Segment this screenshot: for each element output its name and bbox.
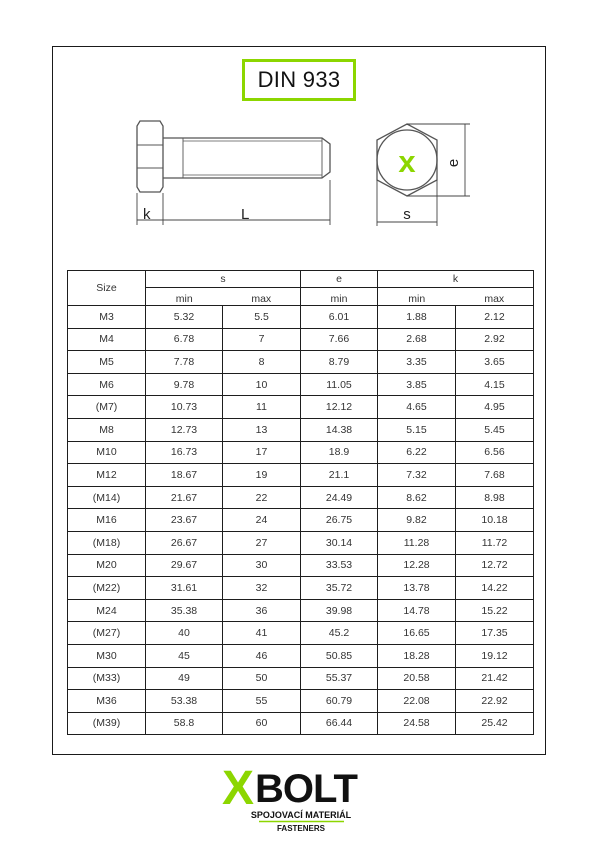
- logo-x-letter: X: [222, 764, 255, 815]
- table-body: [68, 306, 534, 735]
- cell-k-min: 14.78: [378, 599, 456, 622]
- cell-k-min: 13.78: [378, 577, 456, 600]
- cell-k-max: 21.42: [456, 667, 534, 690]
- cell-e-min: 35.72: [301, 577, 378, 600]
- cell-k-min: 3.85: [378, 373, 456, 396]
- cell-e-min: 21.1: [301, 464, 378, 487]
- cell-s-max: 55: [223, 690, 301, 713]
- header-e: e: [301, 271, 378, 288]
- cell-e-min: 26.75: [301, 509, 378, 532]
- cell-s-min: 12.73: [146, 418, 223, 441]
- dimension-table: [67, 270, 534, 735]
- cell-k-max: 14.22: [456, 577, 534, 600]
- cell-e-min: 6.01: [301, 306, 378, 329]
- cell-k-max: 4.95: [456, 396, 534, 419]
- cell-size: (M7): [68, 396, 146, 419]
- cell-e-min: 18.9: [301, 441, 378, 464]
- header-k-min: min: [378, 288, 456, 306]
- cell-k-max: 22.92: [456, 690, 534, 713]
- table-row: [68, 667, 534, 690]
- cell-s-max: 41: [223, 622, 301, 645]
- cell-k-max: 4.15: [456, 373, 534, 396]
- cell-k-min: 22.08: [378, 690, 456, 713]
- cell-size: M5: [68, 351, 146, 374]
- dimension-label-k: k: [143, 206, 151, 223]
- cell-size: (M14): [68, 486, 146, 509]
- cell-s-min: 35.38: [146, 599, 223, 622]
- dimension-label-e: e: [445, 158, 462, 168]
- cell-size: M4: [68, 328, 146, 351]
- cell-size: M12: [68, 464, 146, 487]
- cell-e-min: 60.79: [301, 690, 378, 713]
- table-row: [68, 373, 534, 396]
- cell-s-min: 49: [146, 667, 223, 690]
- cell-e-min: 30.14: [301, 531, 378, 554]
- table-row: [68, 396, 534, 419]
- cell-size: M30: [68, 644, 146, 667]
- cell-size: M16: [68, 509, 146, 532]
- header-k-max: max: [456, 288, 534, 306]
- cell-s-max: 11: [223, 396, 301, 419]
- logo-tagline-2: FASTENERS: [276, 824, 326, 833]
- page-title: DIN 933: [257, 67, 341, 92]
- cell-s-min: 53.38: [146, 690, 223, 713]
- cell-s-max: 30: [223, 554, 301, 577]
- logo-tagline-1: SPOJOVACÍ MATERIÁL: [250, 810, 352, 820]
- cell-k-min: 18.28: [378, 644, 456, 667]
- dimension-label-L: L: [241, 206, 250, 223]
- cell-k-min: 3.35: [378, 351, 456, 374]
- cell-s-max: 27: [223, 531, 301, 554]
- cell-k-max: 3.65: [456, 351, 534, 374]
- cell-size: M3: [68, 306, 146, 329]
- cell-s-min: 5.32: [146, 306, 223, 329]
- cell-s-min: 9.78: [146, 373, 223, 396]
- cell-k-min: 6.22: [378, 441, 456, 464]
- cell-k-min: 9.82: [378, 509, 456, 532]
- cell-k-min: 2.68: [378, 328, 456, 351]
- cell-k-max: 2.92: [456, 328, 534, 351]
- cell-s-max: 5.5: [223, 306, 301, 329]
- table-row: [68, 351, 534, 374]
- cell-s-max: 10: [223, 373, 301, 396]
- cell-k-min: 4.65: [378, 396, 456, 419]
- cell-s-max: 36: [223, 599, 301, 622]
- cell-k-max: 5.45: [456, 418, 534, 441]
- table-row: [68, 554, 534, 577]
- cell-k-max: 15.22: [456, 599, 534, 622]
- cell-e-min: 39.98: [301, 599, 378, 622]
- cell-k-max: 25.42: [456, 712, 534, 735]
- cell-k-max: 12.72: [456, 554, 534, 577]
- cell-k-max: 11.72: [456, 531, 534, 554]
- cell-s-max: 46: [223, 644, 301, 667]
- cell-k-min: 16.65: [378, 622, 456, 645]
- cell-size: M6: [68, 373, 146, 396]
- cell-s-min: 29.67: [146, 554, 223, 577]
- table-row: [68, 622, 534, 645]
- cell-e-min: 12.12: [301, 396, 378, 419]
- cell-k-max: 19.12: [456, 644, 534, 667]
- table-row: [68, 509, 534, 532]
- cell-size: M10: [68, 441, 146, 464]
- cell-size: M36: [68, 690, 146, 713]
- dimension-lines-top: [377, 124, 470, 226]
- cell-size: (M18): [68, 531, 146, 554]
- cell-k-max: 10.18: [456, 509, 534, 532]
- cell-k-min: 8.62: [378, 486, 456, 509]
- cell-k-max: 6.56: [456, 441, 534, 464]
- cell-e-min: 24.49: [301, 486, 378, 509]
- cell-k-min: 20.58: [378, 667, 456, 690]
- table-row: [68, 306, 534, 329]
- cell-k-min: 12.28: [378, 554, 456, 577]
- header-s-min: min: [146, 288, 223, 306]
- cell-size: M24: [68, 599, 146, 622]
- table-row: [68, 531, 534, 554]
- cell-s-max: 8: [223, 351, 301, 374]
- table-row: [68, 644, 534, 667]
- xbolt-logo: [222, 764, 380, 836]
- cell-s-min: 21.67: [146, 486, 223, 509]
- cell-s-min: 6.78: [146, 328, 223, 351]
- table-row: [68, 441, 534, 464]
- cell-e-min: 33.53: [301, 554, 378, 577]
- cell-k-max: 17.35: [456, 622, 534, 645]
- header-size: Size: [68, 271, 146, 306]
- dimension-label-s: s: [403, 206, 411, 223]
- cell-s-min: 23.67: [146, 509, 223, 532]
- cell-size: (M33): [68, 667, 146, 690]
- cell-size: (M39): [68, 712, 146, 735]
- cell-s-max: 50: [223, 667, 301, 690]
- cell-s-max: 7: [223, 328, 301, 351]
- table-row: [68, 690, 534, 713]
- header-s-max: max: [223, 288, 301, 306]
- cell-size: M8: [68, 418, 146, 441]
- table-row: [68, 328, 534, 351]
- dimension-lines-side: [137, 180, 330, 225]
- logo-brand: BOLT: [255, 767, 357, 811]
- cell-s-max: 60: [223, 712, 301, 735]
- header-s: s: [146, 271, 301, 288]
- table-row: [68, 712, 534, 735]
- cell-k-min: 24.58: [378, 712, 456, 735]
- cell-s-max: 22: [223, 486, 301, 509]
- cell-e-min: 66.44: [301, 712, 378, 735]
- cell-k-min: 7.32: [378, 464, 456, 487]
- cell-e-min: 55.37: [301, 667, 378, 690]
- table-row: [68, 486, 534, 509]
- cell-s-max: 19: [223, 464, 301, 487]
- table-row: [68, 599, 534, 622]
- cell-k-min: 5.15: [378, 418, 456, 441]
- cell-s-min: 10.73: [146, 396, 223, 419]
- cell-k-max: 2.12: [456, 306, 534, 329]
- cell-s-min: 40: [146, 622, 223, 645]
- cell-s-max: 24: [223, 509, 301, 532]
- cell-size: (M27): [68, 622, 146, 645]
- cell-s-max: 17: [223, 441, 301, 464]
- cell-s-min: 31.61: [146, 577, 223, 600]
- cell-s-max: 13: [223, 418, 301, 441]
- cell-e-min: 11.05: [301, 373, 378, 396]
- cell-e-min: 14.38: [301, 418, 378, 441]
- cell-k-max: 7.68: [456, 464, 534, 487]
- cell-s-min: 58.8: [146, 712, 223, 735]
- cell-e-min: 45.2: [301, 622, 378, 645]
- cell-s-max: 32: [223, 577, 301, 600]
- cell-k-max: 8.98: [456, 486, 534, 509]
- table-row: [68, 464, 534, 487]
- cell-e-min: 7.66: [301, 328, 378, 351]
- cell-s-min: 18.67: [146, 464, 223, 487]
- cell-s-min: 7.78: [146, 351, 223, 374]
- cell-k-min: 11.28: [378, 531, 456, 554]
- x-center-mark: x: [398, 144, 416, 179]
- cell-size: M20: [68, 554, 146, 577]
- cell-k-min: 1.88: [378, 306, 456, 329]
- technical-drawing: [0, 0, 600, 260]
- table-row: [68, 418, 534, 441]
- header-e-min: min: [301, 288, 378, 306]
- bolt-side-view: [137, 121, 330, 192]
- cell-size: (M22): [68, 577, 146, 600]
- cell-e-min: 50.85: [301, 644, 378, 667]
- cell-s-min: 45: [146, 644, 223, 667]
- cell-s-min: 26.67: [146, 531, 223, 554]
- cell-s-min: 16.73: [146, 441, 223, 464]
- table-row: [68, 577, 534, 600]
- cell-e-min: 8.79: [301, 351, 378, 374]
- header-k: k: [378, 271, 534, 288]
